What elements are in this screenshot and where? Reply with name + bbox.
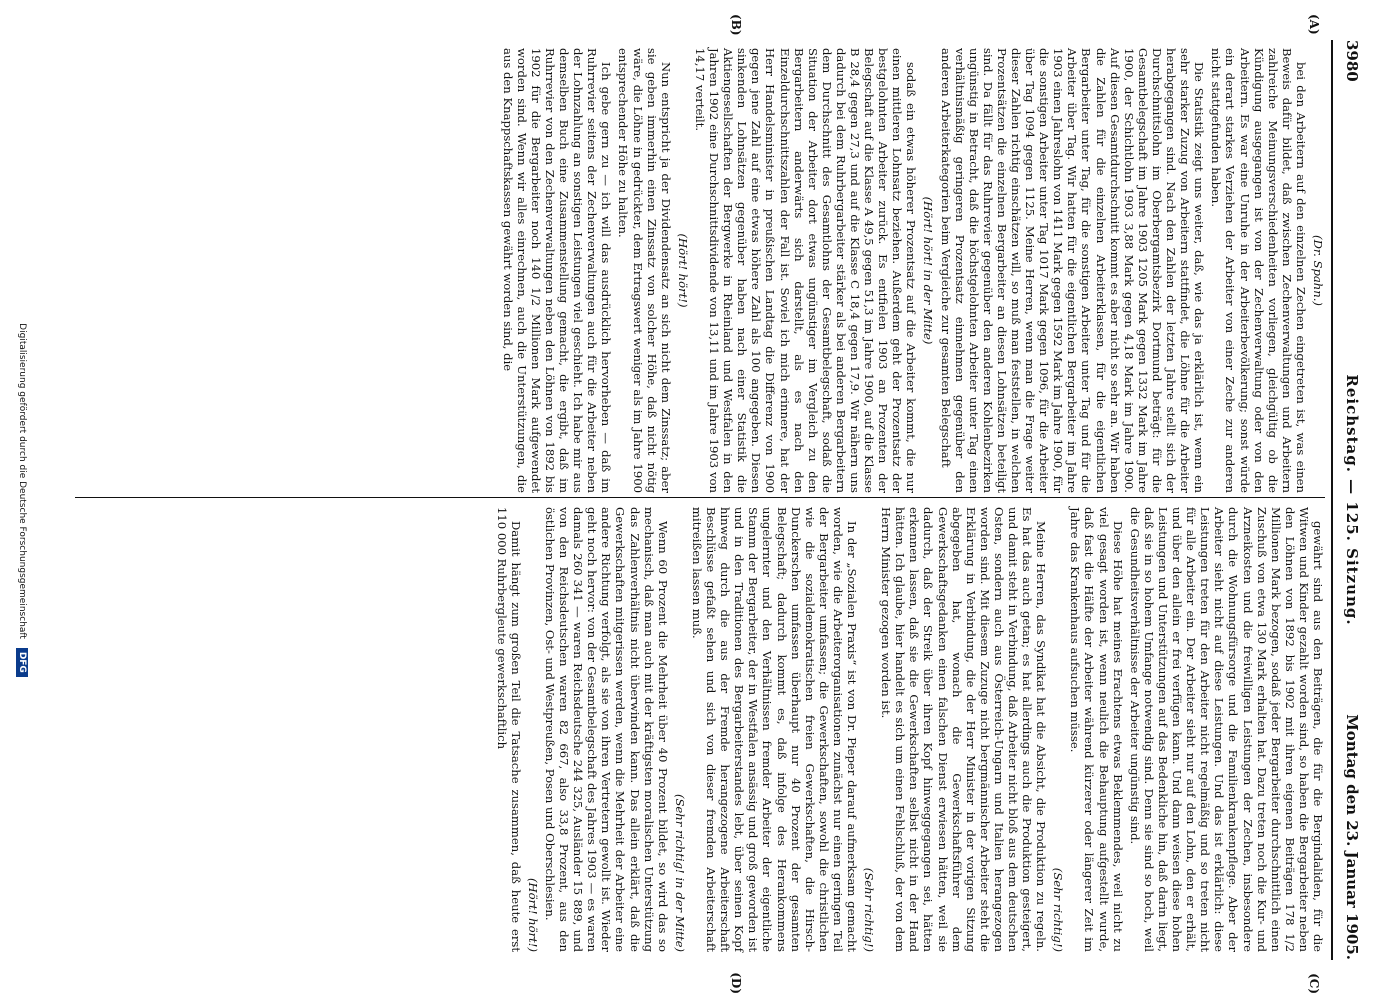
left-column [498, 48, 1325, 493]
margin-marker-d: (D) [729, 972, 743, 994]
speaker-name: (Dr. Spahn.) [1311, 235, 1325, 306]
right-column [492, 507, 1325, 952]
paragraph: sodaß ein etwas höherer Prozentsatz auf die Arbeiter kommt, die nur einen mittleren Lohnsatz beziehen. Außerdem geht der Prozentsatz der bestgelohnten Arbeiter zurück. Es entfielen 1903 an Prozenten der Belegschaft auf die Klasse A 49,5 gegen 51,3 im Jahre 1900, auf die Klasse B 28,4 gegen 27,3 und auf die Klasse C 18,4 gegen 17,9. Wir nähern uns dadurch bei dem Ruhrbergarbeiter stärker als bei anderen Bergarbeitern dem Durchschnitt des Gesamtlohns der Gesamtbelegschaft, sodaß die Situation der Arbeiter dort etwas ungünstiger im Vergleich zu den Bergarbeitern anderwärts sich darstellt, als es nach den Einzeldurchschnittszahlen der Fall ist. Soviel ich mich erinnere, hat der Herr Handelsminister in preußischen Landtag die Differenz von 1900 gegen jene Zahl auf eine etwas höhere Zahl als 100 angegeben. Diesen sinkenden Lohnsätzen gegenüber haben nach einer Statistik die Aktiengesellschaften der Bergwerke in Rheinland und Westfalen in den Jahren 1902 eine Durchschnittsdividende von 13,11 und im Jahre 1903 von 14,17 verteilt. [692, 48, 919, 493]
paragraph: In der „Sozialen Praxis“ ist von Dr. Pieper darauf aufmerksam gemacht worden, wie die Arbeiterorganisationen zunächst nur einen geringen Teil der Bergarbeiter umfassen; die Gewerkschaften, sowohl die christlichen wie die sozialdemokratischen freien Gewerkschaften, die Hirsch-Dunckerschen umfassen überhaupt nur 40 Prozent der gesamten Belegschaft; dadurch kommt es, daß infolge des Herankommens ungelernter und den Verhältnissen fremder Arbeiter der eigentliche Stamm der Bergarbeiter, der in Westfalen ansässig und groß geworden ist und in den Traditionen des Bergarbeiterstandes lebt, über seinen Kopf hinweg durch die aus der Fremde herangezogene Arbeiterschaft Beschlüsse gefaßt sehen und sich von dieser fremden Arbeiterschaft mitreißen lassen muß. [689, 507, 859, 952]
interjection: (Sehr richtig! in der Mitte) [672, 793, 687, 952]
header-rule [1331, 40, 1333, 960]
interjection: (Hört! hört! in der Mitte) [921, 196, 936, 345]
paragraph: Die Statistik zeigt uns weiter, daß, wie das ja erklärlich ist, wenn ein sehr starker Zuzug von Arbeitern stattfindet, die Löhne für die Arbeiter herabgegangen sind. Nach den Zahlen der letzten Jahre stellt sich der Durchschnittslohn im Oberbergamtsbezirk Dortmund beträgt: für die Gesamtbelegschaft im Jahre 1903 1205 Mark gegen 1332 Mark im Jahre 1900, der Schichtlohn 1903 3,88 Mark gegen 4,18 Mark im Jahre 1900. Auf diesen Gesamtdurchschnitt kommt es aber nicht so sehr an. Wir haben die Zahlen für die einzelnen Arbeiterklassen, für die eigentlichen Bergarbeiter unter Tag, für die sonstigen Arbeiter unter Tag und für die Arbeiter über Tag. Wir hatten für die eigentlichen Bergarbeiter im Jahre 1903 einen Jahreslohn von 1411 Mark gegen 1592 Mark im Jahre 1900, für die sonstigen Arbeiter unter Tag 1017 Mark gegen 1096, für die Arbeiter über Tag 1094 gegen 1125. Meine Herren, wenn man die Frage weiter dieser Zahlen richtig einschätzen will, so muß man feststellen, in welchen Prozentsätzen die einzelnen Bergarbeiter an diesen Lohnsätzen beteiligt sind. Da fällt für das Ruhrrevier gegenüber den anderen Kohlenbezirken ungünstig in Betracht, daß die höchstgelohnten Arbeiter unter Tag einen verhältnismäßig geringeren Prozentsatz einnehmen gegenüber den anderen Arbeiterkategorien beim Vergleiche zur gesamten Belegschaft [938, 48, 1207, 493]
margin-marker-a: (A) [1307, 14, 1321, 35]
paragraph: Damit hängt zum großen Teil die Tatsache zusammen, daß heute erst 110 000 Ruhrbergleute gewerkschaftlich [494, 507, 523, 952]
interjection: (Hört! hört!) [675, 233, 690, 308]
column-rule [75, 497, 1325, 498]
paragraph: Nun entspricht ja der Dividendensatz an sich nicht dem Zinssatz; aber sie geben immerhin einen Zinssatz von solcher Höhe, daß nicht nötig wäre, die Löhne in gedrückter, dem Ertragswert weniger als im Jahre 1900 entsprechender Höhe zu halten. [616, 48, 673, 493]
footer [16, 0, 28, 1000]
paragraph: bei den Arbeitern auf den einzelnen Zechen eingetreten ist, was einen Beweis dafür bildet, daß zwischen Zechenverwaltungen und Arbeitern zahlreiche Meinungsverschiedenheiten vorliegen, gleichgültig ob die Kündigung ausgegangen ist von der Zechenverwaltung oder von den Arbeitern. Es war eine Unruhe in der Arbeiterbevölkerung; sonst würde ein derart starkes Verziehen der Arbeiter von einer Zeche zur anderen nicht stattgefunden haben. [1209, 48, 1308, 493]
page-header [1335, 40, 1361, 960]
dfg-logo: DFG [16, 648, 28, 677]
paragraph: gewährt sind aus den Beiträgen, die für die Bergindaliden, für die Witwen und Kinder gezahlt worden sind, so haben die Bergarbeiter neben den Löhnen von 1892 bis 1902 mit ihren eigenen Beiträgen 178 1/2 Millionen Mark bezogen, sodaß jeder Bergarbeiter durchschnittlich einen Zuschuß von etwa 130 Mark erhalten hat. Dazu treten noch die Kur- und Arzneikosten und die freiwilligen Leistungen der Zechen, insbesondere durch die Wohnungsfürsorge und die Familienkrankenpflege. Aber der Arbeiter sieht nicht auf diese Leistungen. Und das ist erklärlich: diese Leistungen treten für den Arbeiter nicht regelmäßig und so treten nicht für alle Arbeiter ein. Der Arbeiter sieht nur auf den Lohn, den er erhält, und über den allein er frei verfügen kann. Und dann weisen diese hohen Leistungen und Unterstützungen auf das Bedenkliche hin, daß darin liegt, daß sie in so hohem Umfange notwendig sind. Denn sie sind so hoch, weil die Gesundheitsverhältnisse der Arbeiter ungünstig sind. [1127, 507, 1325, 952]
margin-marker-c: (C) [1307, 973, 1321, 994]
page-number: 3980 [1343, 40, 1361, 82]
session-title: Reichstag. — 125. Sitzung. [1343, 374, 1361, 626]
paragraph: Ich gebe gern zu — ich will das ausdrücklich hervorheben — daß im Ruhrrevier seitens der Zechenverwaltungen auch für die Arbeiter neben der Lohnzahlung an sonstigen Leistungen viel geschieht. Ich habe mir aus demselben Buch eine Zusammenstellung gemacht, die ergibt, daß im Ruhrrevier von den Zechenverwaltungen neben den Löhnen von 1892 bis 1902 für die Bergarbeiter noch 140 1/2 Millionen Mark aufgewendet worden sind. Wenn wir alles einrechnen, auch die Unterstützungen, die aus den Knappschaftskassen gewährt worden sind, die [500, 48, 614, 493]
paragraph: Wenn 60 Prozent die Mehrheit über 40 Prozent bildet, so wird das so mechanisch, daß man auch mit der kräftigsten moralischen Unterstützung das Zahlenverhältnis nicht überwinden kann. Das allein erklärt, daß die Gewerkschaften mitgerissen werden, wenn die Mehrheit der Arbeiter eine andere Richtung verfolgt, als sie von ihren Vertretern gewollt ist. Wieder geht noch hervor: von der Gesamtbelegschaft des Jahres 1903 — es waren damals 260 341 — waren Reichsdeutsche 244 325, Ausländer 15 889, und von den Reichsdeutschen waren 82 667, also 33,8 Prozent, aus den östlichen Provinzen, Ost- und Westpreußen, Posen und Oberschlesien. [543, 507, 670, 952]
margin-marker-b: (B) [729, 14, 743, 36]
paragraph: Meine Herren, das Syndikat hat die Absicht, die Produktion zu regeln. Es hat das auch getan; es hat allerdings auch die Produktion gesteigert, und damit steht in Verbindung, daß Arbeiter nicht bloß aus dem deutschen Osten, sondern auch aus Österreich-Ungarn und Italien herangezogen worden sind. Mit diesem Zuzuge nicht bergmännischer Arbeiter steht die Erklärung in Verbindung, die der Herr Minister in der vorigen Sitzung abgegeben hat, wonach die Gewerkschaftsführer dem Gewerkschaftsgedanken einen falschen Dienst erwiesen hätten, weil sie dadurch, daß der Streik über ihren Kopf hinweggegangen sei, hätten erkennen lassen, daß sie die Gewerkschaften selbst nicht in der Hand hätten. Ich glaube, hier handelt es sich um einen Fehlschluß, der von dem Herrn Minister gezogen worden ist. [879, 507, 1049, 952]
interjection: (Sehr richtig!) [862, 867, 877, 952]
interjection: (Hört! hört!) [525, 878, 540, 952]
session-date: Montag den 23. Januar 1905. [1343, 714, 1361, 960]
footer-text: Digitalisierung gefördert durch die Deutsche Forschungsgemeinschaft [17, 323, 27, 639]
interjection: (Sehr richtig!) [1051, 867, 1066, 952]
paragraph: Diese Höhe hat meines Erachtens etwas Beklemmendes, weil nicht zu viel gesagt worden ist, wenn neulich die Behauptung aufgestellt wurde, daß fast die Hälfte der Arbeiter während kürzerer oder längerer Zeit im Jahre das Krankenhaus aufsuchen müsse. [1068, 507, 1125, 952]
